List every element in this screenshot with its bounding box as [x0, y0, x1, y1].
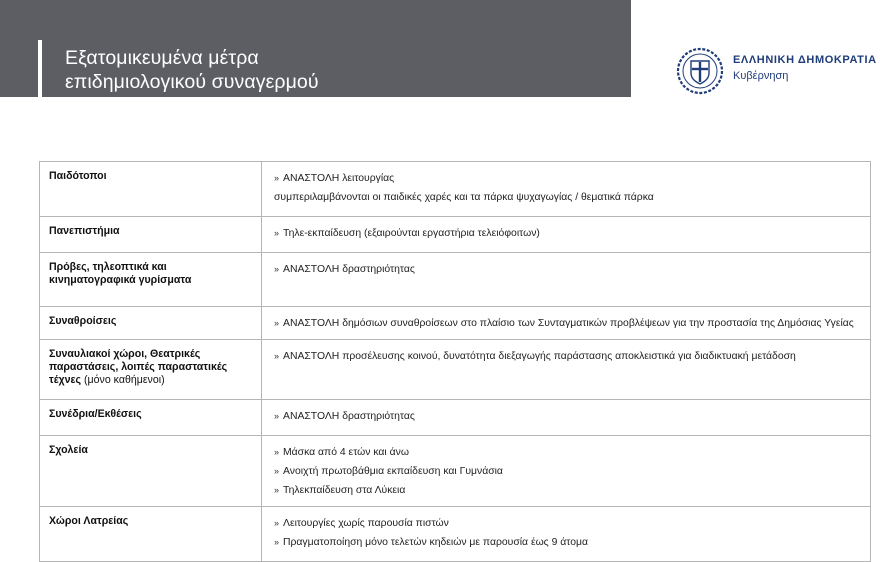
bullet-icon: »	[274, 411, 280, 421]
category-cell	[40, 507, 262, 562]
measures-cell	[262, 340, 871, 400]
bullet-icon: »	[274, 173, 280, 183]
measure-text: Τηλεκπαίδευση στα Λύκεια	[283, 485, 406, 496]
category-note: (μόνο καθήμενοι)	[84, 374, 165, 386]
government-logo	[676, 47, 880, 97]
table-row	[40, 307, 871, 340]
measures-cell	[262, 217, 871, 253]
category-label: Πρόβες, τηλεοπτικά και	[49, 261, 167, 273]
measure-text: Μάσκα από 4 ετών και άνω	[283, 447, 409, 458]
measure-item	[274, 514, 862, 533]
measure-text: Ανοιχτή πρωτοβάθμια εκπαίδευση και Γυμνάσια	[283, 466, 503, 477]
measure-item	[274, 188, 862, 207]
measure-text: Λειτουργίες χωρίς παρουσία πιστών	[283, 518, 449, 529]
category-label: Συνέδρια/Εκθέσεις	[49, 408, 142, 420]
measure-item	[274, 169, 862, 188]
title-accent-bar	[38, 40, 42, 97]
table-row	[40, 436, 871, 507]
table-row	[40, 400, 871, 436]
table-row	[40, 507, 871, 562]
category-cell	[40, 162, 262, 217]
measures-cell	[262, 507, 871, 562]
category-label: Χώροι Λατρείας	[49, 515, 129, 527]
measures-table	[39, 161, 871, 562]
measure-text: Πραγματοποίηση μόνο τελετών κηδειών με παρουσία έως 9 άτομα	[283, 537, 588, 548]
table-row	[40, 162, 871, 217]
category-label: Συναθροίσεις	[49, 315, 117, 327]
measure-text: ΑΝΑΣΤΟΛΗ λειτουργίας	[283, 173, 395, 184]
bullet-icon: »	[274, 351, 280, 361]
table-row	[40, 217, 871, 253]
measures-cell	[262, 400, 871, 436]
bullet-icon: »	[274, 264, 280, 274]
category-label: Παιδότοποι	[49, 170, 107, 182]
measure-item	[274, 314, 862, 333]
bullet-icon: »	[274, 466, 280, 476]
category-label: τέχνες	[49, 374, 82, 386]
bullet-icon: »	[274, 318, 280, 328]
measure-item	[274, 481, 862, 500]
measure-text: ΑΝΑΣΤΟΛΗ δημόσιων συναθροίσεων στο πλαίσιο των Συνταγματικών προβλέψεων για την προστασία της Δημόσιας Υγείας	[283, 318, 854, 329]
greek-republic-seal-icon	[676, 47, 724, 95]
category-label-line-3	[49, 374, 253, 387]
bullet-icon: »	[274, 537, 280, 547]
measure-item	[274, 224, 862, 243]
category-cell	[40, 340, 262, 400]
government-subtitle: Κυβέρνηση	[733, 70, 789, 82]
bullet-icon: »	[274, 447, 280, 457]
category-label: κινηματογραφικά γυρίσματα	[49, 274, 192, 286]
page-title-line-2: επιδημιολογικού συναγερμού	[65, 71, 319, 93]
category-label: παραστάσεις, λοιπές παραστατικές	[49, 361, 228, 373]
category-cell	[40, 436, 262, 507]
category-cell	[40, 253, 262, 307]
measures-cell	[262, 307, 871, 340]
government-name: ΕΛΛΗΝΙΚΗ ΔΗΜΟΚΡΑΤΙΑ	[733, 54, 877, 66]
bullet-icon: »	[274, 485, 280, 495]
category-label: Σχολεία	[49, 444, 88, 456]
measures-cell	[262, 253, 871, 307]
page-title-line-1: Εξατομικευμένα μέτρα	[65, 47, 259, 69]
measure-text: Τηλε-εκπαίδευση (εξαιρούνται εργαστήρια τελειόφοιτων)	[283, 228, 540, 239]
page-title	[65, 46, 585, 94]
category-label: Συναυλιακοί χώροι, Θεατρικές	[49, 348, 201, 360]
table-row	[40, 253, 871, 307]
bullet-icon: »	[274, 518, 280, 528]
measure-item	[274, 347, 862, 366]
header-top-strip	[0, 0, 472, 38]
category-cell	[40, 307, 262, 340]
measure-item	[274, 407, 862, 426]
measure-item	[274, 443, 862, 462]
measure-text: συμπεριλαμβάνονται οι παιδικές χαρές και τα πάρκα ψυχαγωγίας / θεματικά πάρκα	[274, 192, 654, 203]
measure-item	[274, 462, 862, 481]
table-row	[40, 340, 871, 400]
category-cell	[40, 217, 262, 253]
category-label: Πανεπιστήμια	[49, 225, 120, 237]
measure-text: ΑΝΑΣΤΟΛΗ δραστηριότητας	[283, 411, 415, 422]
measures-cell	[262, 436, 871, 507]
measure-text: ΑΝΑΣΤΟΛΗ δραστηριότητας	[283, 264, 415, 275]
category-cell	[40, 400, 262, 436]
measure-item	[274, 533, 862, 552]
measures-cell	[262, 162, 871, 217]
measure-text: ΑΝΑΣΤΟΛΗ προσέλευσης κοινού, δυνατότητα διεξαγωγής παράστασης αποκλειστικά για διαδικτυακή μετάδοση	[283, 351, 796, 362]
bullet-icon: »	[274, 228, 280, 238]
measure-item	[274, 260, 862, 279]
